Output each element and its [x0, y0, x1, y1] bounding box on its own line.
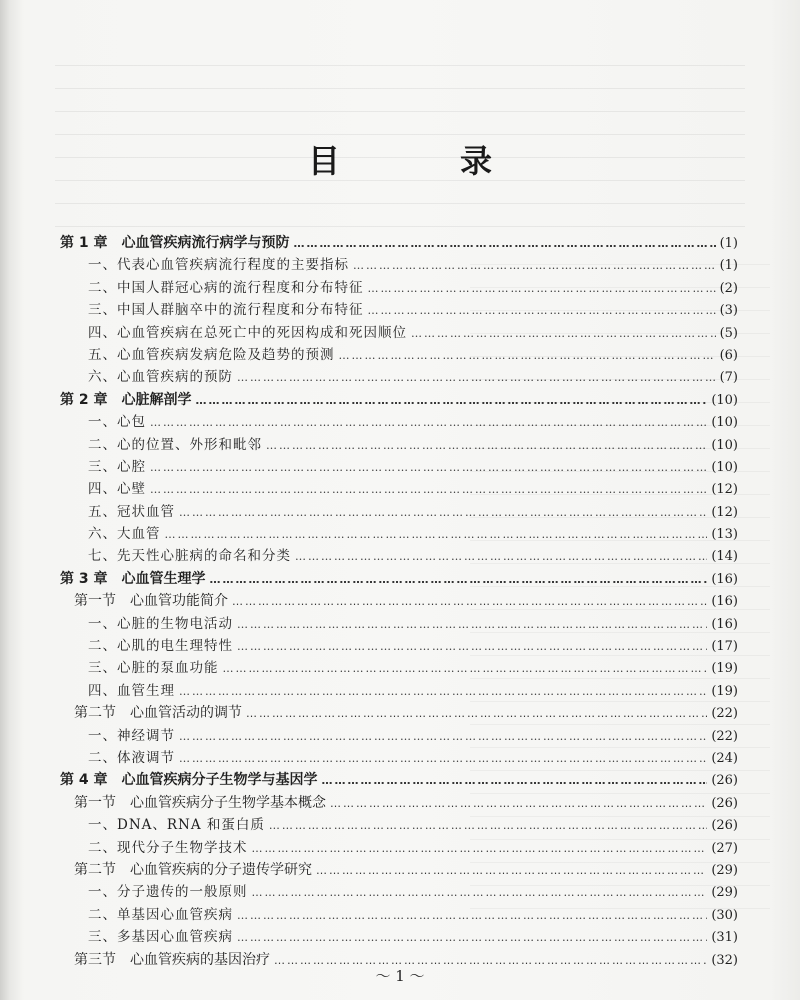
toc-entry-label: 五、心血管疾病发病危险及趋势的预测	[88, 346, 335, 363]
dot-leader	[322, 770, 708, 792]
toc-entry-label: 第二节 心血管疾病的分子遗传学研究	[74, 861, 312, 878]
dot-leader	[237, 905, 707, 927]
toc-page-number: (6)	[719, 347, 738, 363]
toc-item-entry[interactable]	[60, 366, 738, 388]
toc-entry-label: 二、心的位置、外形和毗邻	[88, 436, 262, 453]
toc-item-entry[interactable]	[60, 344, 738, 366]
toc-item-entry[interactable]	[60, 657, 738, 679]
toc-item-entry[interactable]	[60, 814, 738, 836]
toc-entry-label: 三、中国人群脑卒中的流行程度和分布特征	[88, 302, 364, 319]
toc-page-number: (31)	[711, 930, 738, 946]
dot-leader	[237, 927, 707, 949]
toc-page-number: (10)	[711, 459, 738, 475]
toc-page-number: (26)	[711, 795, 738, 811]
toc-page-number: (16)	[711, 616, 738, 632]
toc-chapter-entry[interactable]	[60, 769, 738, 791]
toc-page-number: (27)	[711, 840, 738, 856]
dot-leader	[368, 278, 716, 300]
dot-leader	[316, 860, 707, 882]
toc-page-number: (14)	[711, 549, 738, 565]
toc-entry-label: 三、心脏的泵血功能	[88, 660, 219, 677]
dot-leader	[210, 569, 708, 591]
toc-page-number: (19)	[711, 661, 738, 677]
toc-page-number: (13)	[711, 527, 738, 543]
dot-leader	[232, 591, 707, 613]
toc-page-number: (24)	[711, 750, 738, 766]
toc-item-entry[interactable]	[60, 277, 738, 299]
toc-item-entry[interactable]	[60, 680, 738, 702]
dot-leader	[294, 233, 716, 255]
toc-entry-label: 二、现代分子生物学技术	[88, 839, 248, 856]
toc-page-number: (1)	[719, 258, 738, 274]
toc-entry-label: 三、多基因心血管疾病	[88, 929, 233, 946]
toc-entry-label: 二、中国人群冠心病的流行程度和分布特征	[88, 279, 364, 296]
toc-page-number: (22)	[711, 706, 738, 722]
toc-item-entry[interactable]	[60, 881, 738, 903]
toc-chapter-entry[interactable]	[60, 389, 738, 411]
toc-section-entry[interactable]	[60, 792, 738, 814]
toc-entry-label: 六、大血管	[88, 526, 161, 543]
toc-entry-label: 第 3 章 心血管生理学	[60, 570, 206, 587]
toc-item-entry[interactable]	[60, 926, 738, 948]
dot-leader	[150, 412, 707, 434]
toc-entry-label: 一、心包	[88, 414, 146, 431]
toc-page-number: (7)	[719, 370, 738, 386]
toc-item-entry[interactable]	[60, 904, 738, 926]
toc-item-entry[interactable]	[60, 478, 738, 500]
dot-leader	[223, 658, 708, 680]
toc-page-number: (26)	[711, 773, 738, 789]
toc-entry-label: 四、血管生理	[88, 682, 175, 699]
toc-page-number: (19)	[711, 683, 738, 699]
toc-item-entry[interactable]	[60, 456, 738, 478]
toc-page-number: (16)	[711, 571, 738, 587]
dot-leader	[237, 614, 707, 636]
dot-leader	[266, 435, 707, 457]
toc-item-entry[interactable]	[60, 837, 738, 859]
toc-item-entry[interactable]	[60, 613, 738, 635]
toc-item-entry[interactable]	[60, 411, 738, 433]
toc-entry-label: 一、心脏的生物电活动	[88, 615, 233, 632]
dot-leader	[179, 681, 707, 703]
toc-item-entry[interactable]	[60, 635, 738, 657]
toc-item-entry[interactable]	[60, 322, 738, 344]
toc-page-number: (12)	[711, 482, 738, 498]
toc-entry-label: 第三节 心血管疾病的基因治疗	[74, 951, 270, 968]
dot-leader	[179, 726, 707, 748]
dot-leader	[179, 502, 707, 524]
toc-entry-label: 一、DNA、RNA 和蛋白质	[88, 817, 265, 834]
toc-chapter-entry[interactable]	[60, 568, 738, 590]
dot-leader	[269, 815, 707, 837]
toc-item-entry[interactable]	[60, 254, 738, 276]
toc-section-entry[interactable]	[60, 702, 738, 724]
dot-leader	[295, 546, 707, 568]
table-of-contents	[60, 232, 738, 971]
dot-leader	[237, 367, 716, 389]
dot-leader	[411, 323, 716, 345]
toc-entry-label: 第 1 章 心血管疾病流行病学与预防	[60, 235, 290, 251]
toc-item-entry[interactable]	[60, 725, 738, 747]
toc-page-number: (12)	[711, 504, 738, 520]
page-title: 目 录	[307, 142, 536, 180]
dot-leader	[252, 882, 708, 904]
toc-item-entry[interactable]	[60, 434, 738, 456]
toc-entry-label: 五、冠状血管	[88, 503, 175, 520]
toc-entry-label: 二、单基因心血管疾病	[88, 906, 233, 923]
toc-page-number: (10)	[711, 437, 738, 453]
dot-leader	[150, 479, 707, 501]
toc-entry-label: 一、分子遗传的一般原则	[88, 884, 248, 901]
toc-entry-label: 第一节 心血管功能简介	[74, 593, 228, 610]
dot-leader	[353, 255, 716, 277]
toc-page-number: (29)	[711, 885, 738, 901]
toc-entry-label: 一、神经调节	[88, 727, 175, 744]
toc-page-number: (3)	[719, 303, 738, 319]
page-number-footer: ～ 1 ～	[375, 967, 425, 985]
dot-leader	[330, 793, 707, 815]
toc-entry-label: 一、代表心血管疾病流行程度的主要指标	[88, 257, 349, 274]
toc-page-number: (32)	[711, 952, 738, 968]
toc-item-entry[interactable]	[60, 523, 738, 545]
dot-leader	[339, 345, 716, 367]
dot-leader	[252, 838, 708, 860]
toc-section-entry[interactable]	[60, 590, 738, 612]
toc-page-number: (22)	[711, 728, 738, 744]
toc-entry-label: 六、心血管疾病的预防	[88, 369, 233, 386]
toc-page-number: (2)	[719, 280, 738, 296]
toc-page-number: (29)	[711, 862, 738, 878]
toc-item-entry[interactable]	[60, 545, 738, 567]
toc-entry-label: 二、体液调节	[88, 749, 175, 766]
toc-entry-label: 四、心壁	[88, 481, 146, 498]
toc-entry-label: 四、心血管疾病在总死亡中的死因构成和死因顺位	[88, 324, 407, 341]
toc-page-number: (1)	[719, 236, 738, 251]
dot-leader	[237, 636, 707, 658]
toc-page-number: (16)	[711, 594, 738, 610]
toc-page-number: (26)	[711, 818, 738, 834]
toc-item-entry[interactable]	[60, 747, 738, 769]
toc-entry-label: 第 4 章 心血管疾病分子生物学与基因学	[60, 772, 318, 789]
toc-page-number: (17)	[711, 639, 738, 655]
dot-leader	[165, 524, 708, 546]
toc-chapter-entry[interactable]	[60, 232, 738, 254]
toc-entry-label: 二、心肌的电生理特性	[88, 638, 233, 655]
dot-leader	[150, 457, 707, 479]
toc-entry-label: 第一节 心血管疾病分子生物学基本概念	[74, 794, 326, 811]
toc-entry-label: 七、先天性心脏病的命名和分类	[88, 548, 291, 565]
toc-section-entry[interactable]	[60, 859, 738, 881]
toc-entry-label: 第二节 心血管活动的调节	[74, 705, 242, 722]
toc-page-number: (30)	[711, 907, 738, 923]
toc-page-number: (10)	[711, 415, 738, 431]
dot-leader	[179, 748, 707, 770]
toc-item-entry[interactable]	[60, 299, 738, 321]
dot-leader	[368, 300, 716, 322]
dot-leader	[196, 390, 708, 412]
toc-entry-label: 第 2 章 心脏解剖学	[60, 391, 192, 408]
dot-leader	[246, 703, 707, 725]
toc-item-entry[interactable]	[60, 501, 738, 523]
toc-page-number: (10)	[711, 392, 738, 408]
toc-entry-label: 三、心腔	[88, 458, 146, 475]
toc-page-number: (5)	[719, 325, 738, 341]
